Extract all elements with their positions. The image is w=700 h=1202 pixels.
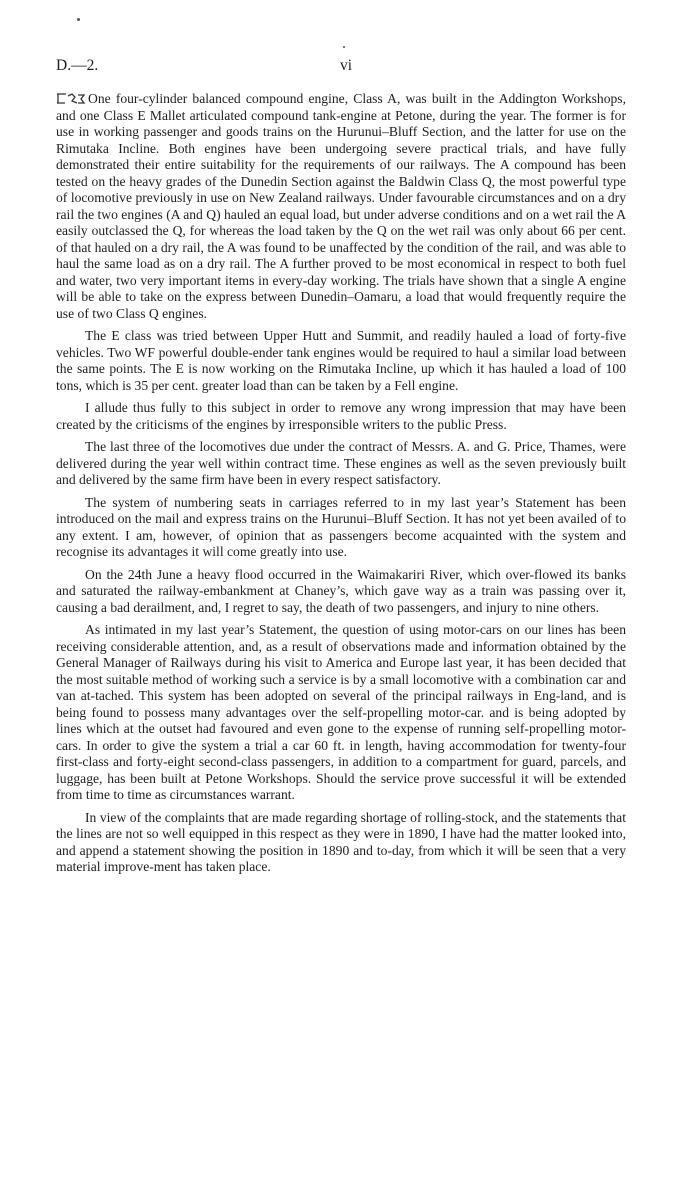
printers-mark-icon bbox=[56, 92, 86, 105]
document-reference: D.—2. bbox=[56, 57, 99, 74]
ink-speck bbox=[343, 46, 345, 48]
ink-speck bbox=[77, 18, 80, 21]
paragraph: The E class was tried between Upper Hutt and Summit, and readily hauled a load of forty-five vehicles. Two WF powerful double-ender tank engines would be required to haul a similar load between the same points. The E is now working on the Rimutaka Incline, up which it has hauled a load of 100 tons, which is 35 per cent. greater load than can be taken by a Fell engine. bbox=[56, 328, 626, 393]
paragraph bbox=[56, 91, 626, 322]
paragraph-text: One four-cylinder balanced compound engine, Class A, was built in the Addington Workshops, and one Class E Mallet articulated compound tank-engine at Petone, during the year. The former is for use in working passenger and goods trains on the Hurunui–Bluff Section, and the latter for use on the Rimutaka Incline. Both engines have been undergoing severe practical trials, and have fully demonstrated their entire suitability for the requirements of our railways. The A compound has been tested on the heavy grades of the Dunedin Section against the Baldwin Class Q, the most powerful type of locomotive previously in use on New Zealand railways. Under favourable circumstances and on a dry rail the two engines (A and Q) hauled an equal load, but under adverse conditions and on a wet rail the A easily outclassed the Q, for whereas the load taken by the Q on the wet rail was only about 66 per cent. of that hauled on a dry rail, the A was found to be unaffected by the condition of the rail, and was able to haul the same load as on a dry rail. The A further proved to be most economical in respect to both fuel and water, two very important items in every-day working. The trials have shown that a single A engine will be able to take on the express between Dunedin–Oamaru, a load that would frequently require the use of two Class Q engines. bbox=[56, 91, 627, 321]
paragraph: In view of the complaints that are made regarding shortage of rolling-stock, and the statements that the lines are not so well equipped in this respect as they were in 1890, I have had the matter looked into, and append a statement showing the position in 1890 and to-day, from which it will be seen that a very material improve-ment has taken place. bbox=[56, 809, 626, 874]
page-number: vi bbox=[340, 57, 353, 74]
paragraph: As intimated in my last year’s Statement, the question of using motor-cars on our lines has been receiving considerable attention, and, as a result of observations made and information obtained by the General Manager of Railways during his visit to America and Europe last year, it has been decided that the most suitable method of working such a service is by a small locomotive with a combination car and van at-tached. This system has been adopted on several of the principal railways in Eng-land, and is being found to possess many advantages over the self-propelling motor-car. and is being adopted by lines which at the outset had favoured and even gone to the expense of running self-propelling motor-cars. In order to give the system a trial a car 60 ft. in length, having accommodation for twenty-four first-class and forty-eight second-class passengers, in addition to a compartment for guard, parcels, and luggage, has been built at Petone Workshops. Should the service prove successful it will be extended from time to time as circumstances warrant. bbox=[56, 622, 626, 802]
paragraph: The system of numbering seats in carriages referred to in my last year’s Statement has been introduced on the mail and express trains on the Hurunui–Bluff Section. It has not yet been availed of to any extent. I am, however, of opinion that as passengers become acquainted with the system and recognise its advantages it will come greatly into use. bbox=[56, 494, 626, 559]
paragraph: On the 24th June a heavy flood occurred in the Waimakariri River, which over-flowed its banks and saturated the railway-embankment at Chaney’s, which gave way as a train was passing over it, causing a bad derailment, and, I regret to say, the death of two passengers, and injury to nine others. bbox=[56, 566, 626, 615]
page-header bbox=[56, 57, 626, 77]
paragraph: I allude thus fully to this subject in order to remove any wrong impression that may have been created by the criticisms of the engines by irresponsible writers to the public Press. bbox=[56, 400, 626, 432]
paragraph: The last three of the locomotives due under the contract of Messrs. A. and G. Price, Thames, were delivered during the year well within contract time. These engines as well as the seven previously built and delivered by the same firm have been in every respect satisfactory. bbox=[56, 439, 626, 487]
body-text bbox=[56, 91, 626, 882]
